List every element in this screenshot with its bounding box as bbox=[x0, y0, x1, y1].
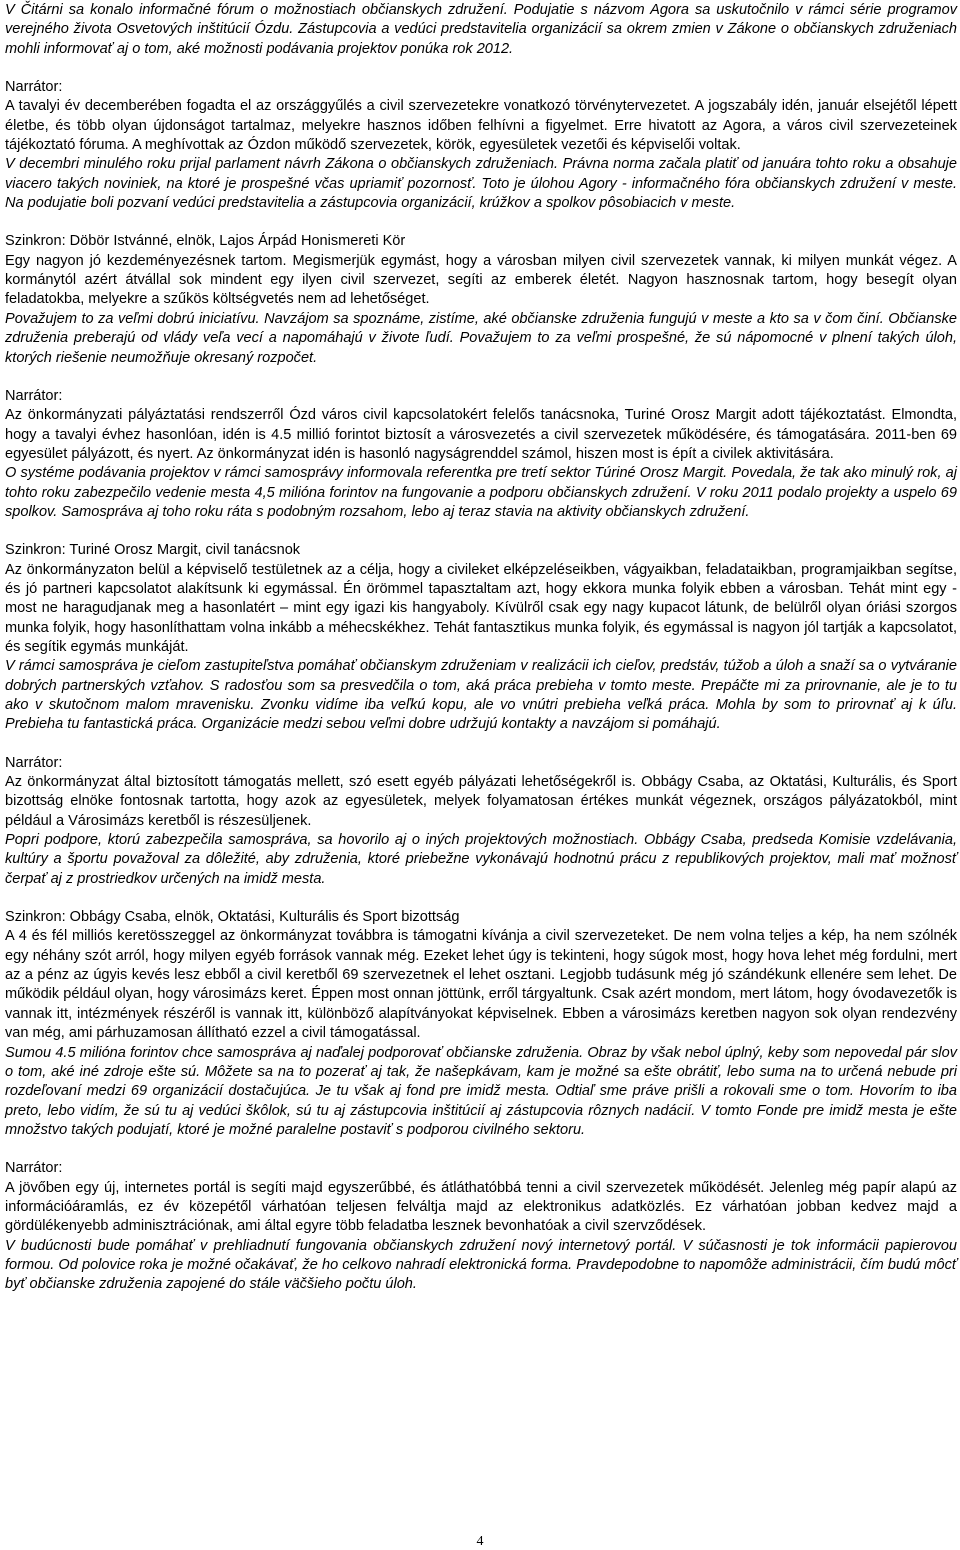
body-paragraph: A tavalyi év decemberében fogadta el az országgyűlés a civil szervezetekre vonatkozó törvénytervezetet. A jogszabály idén, január elsejétől lépett életbe, és több olyan újdonságot tartalmaz, melyekre hasznos időben felhívni a figyelmet. Erre hivatott az Agora, a város civil szervezeteinek tájékoztató fóruma. A meghívottak az Ózdon működő szervezetek, körök, egyesületek vezetői és képviselői voltak. bbox=[5, 98, 957, 154]
body-paragraph: Az önkormányzat által biztosított támogatás mellett, szó esett egyéb pályázati lehetőségekről is. Obbágy Csaba, az Oktatási, Kulturális, és Sport bizottság elnöke fontosnak tartotta, hogy azok az egyesületek, melyek folyamatosan értékes munkát végeznek, országos pályázatokból, mint például a Városimázs keretből is részesüljenek. bbox=[5, 774, 957, 829]
translation-paragraph: O systéme podávania projektov v rámci samosprávy informovala referentka pre tretí sektor Túriné Orosz Margit. Povedala, že tak ako minulý rok, aj tohto roku zabezpečilo vedenie mesta 4,5 milióna forintov na fungovanie a podporu občianskych združení. V roku 2011 podalo projekty a uspelo 69 spolkov. Samospráva aj toho roku ráta s podobným rozsahom, lebo aj teraz stavia na aktivity občianskych združení. bbox=[5, 465, 957, 520]
speaker-label: Narrátor: bbox=[5, 754, 63, 771]
translation-paragraph: V budúcnosti bude pomáhať v prehliadnutí fungovania občianskych združení nový internetový portál. V súčasnosti je tok informácii papierovou formou. Od polovice roka je možné očakávať, že ho celkovo nahradí elektronická forma. Pravdepodobne to napomôže administrácii, čím budú môcť byť občianske združenia zapojené do stále väčšieho počtu úloh. bbox=[5, 1237, 957, 1293]
paragraph-spacer bbox=[5, 522, 957, 541]
translation-paragraph: Považujem to za veľmi dobrú iniciatívu. Navzájom sa spoznáme, zistíme, aké občianske združenia fungujú v meste a kto sa v čom činí. Občianske združenia preberajú od vlády veľa vecí a napomáhajú v živote ľudí. Považujem to za veľmi prospešné, že sú nápomocné v plnení takých úloh, ktorých riešenie neumožňuje okresaný rozpočet. bbox=[5, 310, 957, 366]
speaker-label: Narrátor: bbox=[5, 1160, 63, 1177]
paragraph-spacer bbox=[5, 213, 957, 232]
body-paragraph: A jövőben egy új, internetes portál is segíti majd egyszerűbbé, és átláthatóbbá tenni a civil szervezetek működését. Jelenleg még papír alapú az információáramlás, ez év közepétől várhatóan teljesen felváltja majd az elektronikus adatközlés. Ez várhatóan jobban kedvez majd a gördülékenyebb adminisztrációnak, ami által egyre több feladatba lesznek bevonhatóak a civil szervződések. bbox=[5, 1179, 957, 1235]
speaker-label: Narrátor: bbox=[5, 79, 63, 96]
page-number: 4 bbox=[476, 1534, 484, 1549]
paragraph-spacer bbox=[5, 735, 957, 754]
translation-paragraph: V Čitárni sa konalo informačné fórum o možnostiach občianskych združení. Podujatie s názvom Agora sa uskutočnilo v rámci série programov verejného života Osvetových inštitúcií Ózdu. Zástupcovia a vedúci predstavitelia organizácií sa okrem zmien v Zákone o občianskych združeniach mohli informovať aj o tom, aké možnosti podávania projektov ponúka rok 2012. bbox=[5, 2, 957, 57]
speaker-label: Szinkron: Döbör Istvánné, elnök, Lajos Árpád Honismereti Kör bbox=[5, 233, 406, 250]
translation-paragraph: Popri podpore, ktorú zabezpečila samospráva, sa hovorilo aj o iných projektových možnostiach. Obbágy Csaba, predseda Komisie vzdelávania, kultúry a športu považoval za dôležité, aby združenia, ktoré priebežne vykonávajú hodnotnú prácu z republikových projektov, mali mať možnosť čerpať aj z prostriedkov určených na imidž mesta. bbox=[5, 832, 957, 887]
paragraph-spacer bbox=[5, 59, 957, 78]
body-paragraph: Egy nagyon jó kezdeményezésnek tartom. Megismerjük egymást, hogy a városban milyen civil szervezetek vannak, ki milyen munkát végez. A kormánytól azért átvállal sok mindent egy ilyen civil szervezet, segíti az emberek életét. Nagyon hasznosnak tartom, hogy besegít olyan feladatokba, melyekre a szűkös költségvetés nem ad lehetőséget. bbox=[5, 252, 957, 308]
paragraph-spacer bbox=[5, 368, 957, 387]
paragraph-spacer bbox=[5, 889, 957, 908]
speaker-label: Narrátor: bbox=[5, 387, 63, 404]
translation-paragraph: Sumou 4.5 milióna forintov chce samospráva aj naďalej podporovať občianske združenia. Obraz by však nebol úplný, keby som nepovedal pár slov o tom, aké iné zdroje ešte sú. Môžete sa na to pozerať aj tak, že našepkávam, kam je možné sa ešte obrátiť, lebo suma na to určená nebude pri rozdeľovaní medzi 69 organizácií dostačujúca. Je tu však aj fond pre imidž mesta. Odtiaľ sme práve prišli a rokovali sme o tom. Hovorím to iba preto, lebo vidím, že sú tu aj vedúci škôlok, sú tu aj zástupcovia inštitúcií aj zástupcovia rôznych nadácií. V tomto Fonde pre imidž mesta je ešte množstvo takých podujatí, ktoré je možné paralelne postaviť s podporou civilného sektoru. bbox=[5, 1044, 957, 1138]
translation-paragraph: V decembri minulého roku prijal parlament návrh Zákona o občianskych združeniach. Právna norma začala platiť od januára tohto roku a obsahuje viacero takých noviniek, na ktoré je prospešné včas upriamiť pozornosť. Toto je úlohou Agory - informačného fóra občianskych združení v meste. Na podujatie boli pozvaní vedúci predstavitelia a zástupcovia organizácií, krúžkov a spolkov pôsobiacich v meste. bbox=[5, 156, 957, 212]
speaker-label: Szinkron: Obbágy Csaba, elnök, Oktatási, Kulturális és Sport bizottság bbox=[5, 909, 460, 926]
paragraph-spacer bbox=[5, 1140, 957, 1159]
document-page bbox=[5, 1, 957, 1295]
body-paragraph: A 4 és fél milliós keretösszeggel az önkormányzat továbbra is támogatni kívánja a civil szervezeteket. De nem volna teljes a kép, ha nem szólnék egy néhány szót arról, hogy milyen egyéb források vannak még. Ezeket lehet úgy is tekinteni, hogy súgok most, hogy hova lehet még fordulni, mert az a pénz az úgyis kevés lesz ebből a civil keretből 69 szervezetnek el lehet osztani. Legjobb tudásunk még jó szándékunk ellenére sem lehet. De működik például olyan, hogy városimázs keret. Éppen most onnan jöttünk, erről tárgyaltunk. Csak azért mondom, mert látom, hogy óvodavezetők is vannak itt, intézmények részéről is vannak itt, különböző alapítványokat képviselnek. Ebben a városimázs keretben nagyon sok olyan rendezvény van még, ami párhuzamosan állítható ezzel a civil támogatással. bbox=[5, 928, 957, 1042]
body-paragraph: Az önkormányzaton belül a képviselő testületnek az a célja, hogy a civileket elképzeléseikben, vágyaikban, feladataikban, programjaikban segítse, és jó partneri kapcsolatot alakítsunk ki egymással. Én örömmel tapasztaltam azt, hogy ekkora munka folyik ebben a városban. Tehát mint egy - most ne haragudjanak meg a hasonlatért – mint egy igazi kis hangyaboly. Kívülről csak egy nagy kupacot látunk, de belülről olyan óriási szorgos munka folyik, hogy hasonlíthattam volna inkább a méhecskékhez. Tehát fantasztikus munka folyik, és egymással is nagyon jól tartják a kapcsolatot, és segítik egymás munkáját. bbox=[5, 561, 957, 655]
speaker-label: Szinkron: Turiné Orosz Margit, civil tanácsnok bbox=[5, 542, 301, 559]
body-paragraph: Az önkormányzati pályáztatási rendszerről Ózd város civil kapcsolatokért felelős tanácsnoka, Turiné Orosz Margit adott tájékoztatást. Elmondta, hogy a tavalyi évhez hasonlóan, idén is 4.5 millió forintot biztosít a városvezetés a civil szervezetek működésére, és támogatására. 2011-ben 69 egyesület pályázott, és nyert. Az önkormányzat idén is hasonló nagyságrenddel számol, hiszen most is épít a civilek aktivitására. bbox=[5, 407, 957, 462]
translation-paragraph: V rámci samospráva je cieľom zastupiteľstva pomáhať občianskym združeniam v realizácii ich cieľov, predstáv, túžob a úloh a snaží sa o vytváranie dobrých partnerských vzťahov. S radosťou som sa presvedčila o tom, aká práca prebieha v tomto meste. Prepáčte mi za prirovnanie, ale je to tu ako v skutočnom malom mravenisku. Zvonku vidíme iba veľkú kopu, ale vo vnútri prebieha veľká práca. Mohla by som to prirovnať aj k úľu. Prebieha tu fantastická práca. Organizácie medzi sebou veľmi dobre udržujú kontakty a navzájom si pomáhajú. bbox=[5, 658, 957, 733]
